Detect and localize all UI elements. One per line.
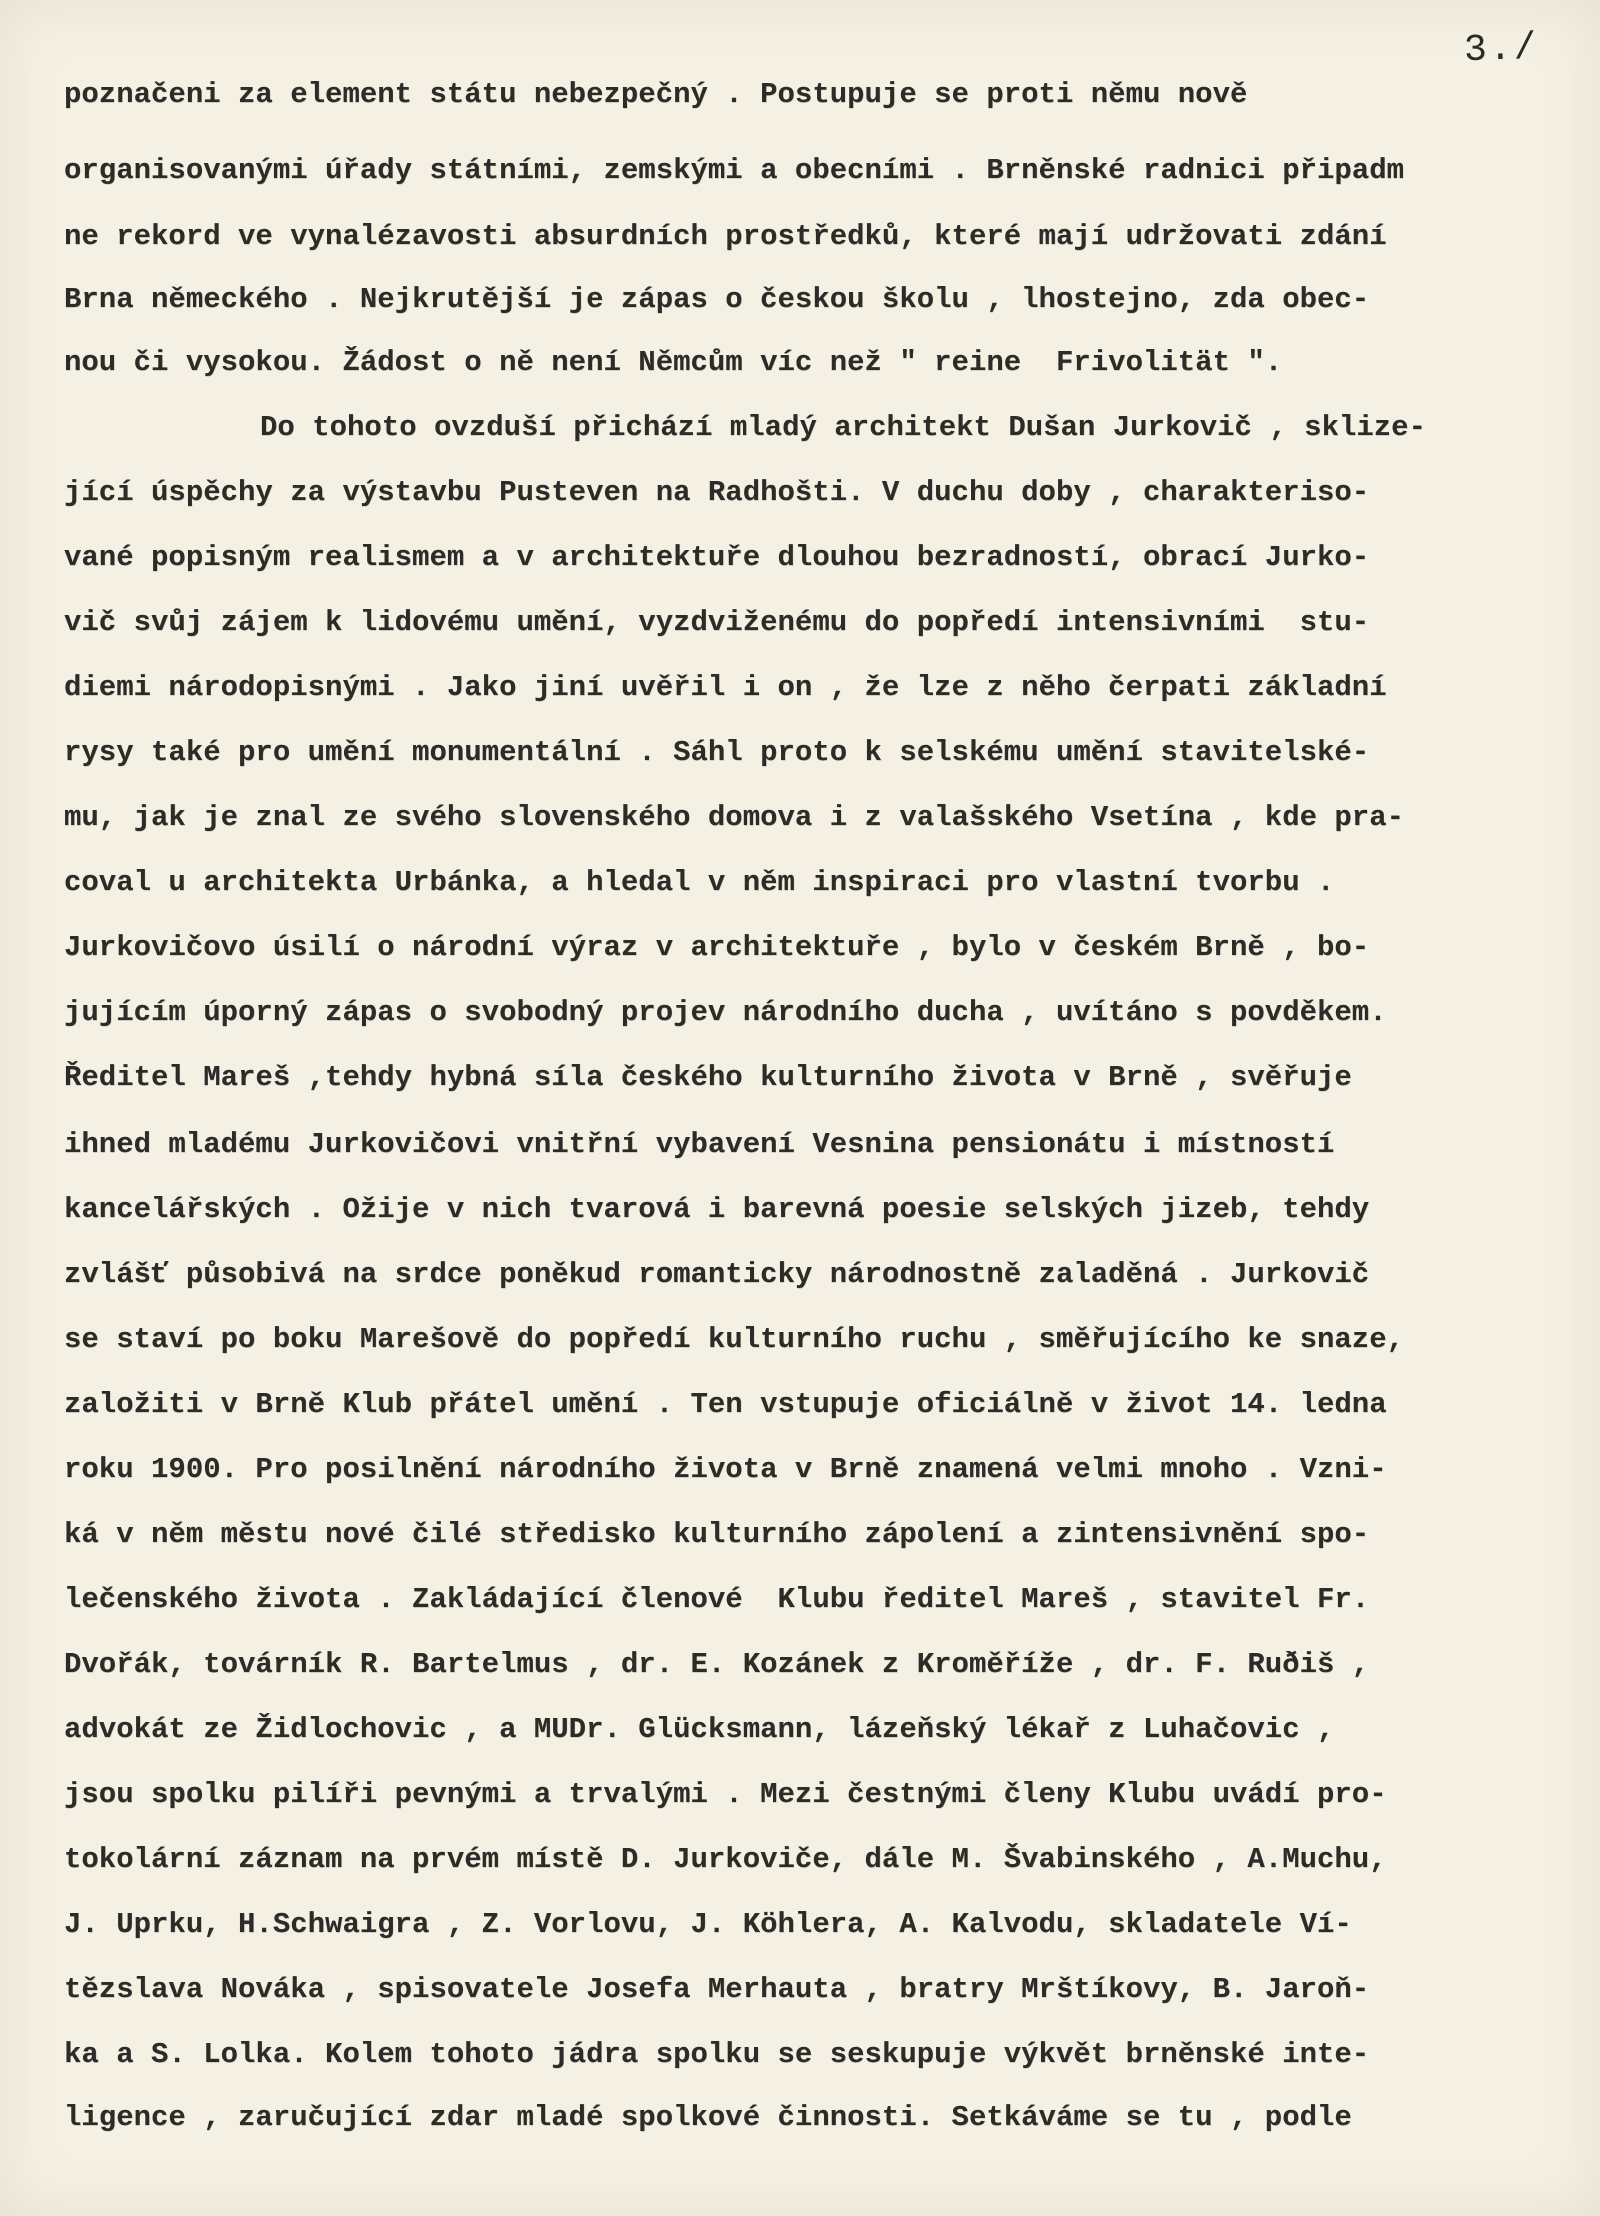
text-line: tězslava Nováka , spisovatele Josefa Merhauta , bratry Mrštíkovy, B. Jaroň- [64,1973,1370,2006]
text-line: jící úspěchy za výstavbu Pusteven na Radhošti. V duchu doby , charakteriso- [64,476,1370,509]
text-line: roku 1900. Pro posilnění národního života v Brně znamená velmi mnoho . Vzni- [64,1453,1387,1486]
text-line: Brna německého . Nejkrutější je zápas o českou školu , lhostejno, zda obec- [64,283,1370,316]
text-line: ligence , zaručující zdar mladé spolkové činnosti. Setkáváme se tu , podle [64,2101,1352,2134]
text-line: ká v něm městu nové čilé středisko kulturního zápolení a zintensivnění spo- [64,1518,1370,1551]
page-number: 3./ [1463,26,1540,73]
text-line: ka a S. Lolka. Kolem tohoto jádra spolku se seskupuje výkvět brněnské inte- [64,2038,1370,2071]
text-line: kancelářských . Ožije v nich tvarová i barevná poesie selských jizeb, tehdy [64,1193,1370,1226]
text-line: Do tohoto ovzduší přichází mladý architekt Dušan Jurkovič , sklize- [260,411,1426,444]
text-line: ne rekord ve vynalézavosti absurdních prostředků, které mají udržovati zdání [64,220,1387,253]
text-line: založiti v Brně Klub přátel umění . Ten vstupuje oficiálně v život 14. ledna [64,1388,1387,1421]
text-line: coval u architekta Urbánka, a hledal v něm inspiraci pro vlastní tvorbu . [64,866,1335,899]
text-line: diemi národopisnými . Jako jiní uvěřil i on , že lze z něho čerpati základní [64,671,1387,704]
text-line: Jurkovičovo úsilí o národní výraz v architektuře , bylo v českém Brně , bo- [64,931,1370,964]
text-line: Ředitel Mareš ,tehdy hybná síla českého kulturního života v Brně , svěřuje [64,1061,1352,1094]
text-line: ihned mladému Jurkovičovi vnitřní vybavení Vesnina pensionátu i místností [64,1128,1335,1161]
text-line: jujícím úporný zápas o svobodný projev národního ducha , uvítáno s povděkem. [64,996,1387,1029]
text-line: vané popisným realismem a v architektuře dlouhou bezradností, obrací Jurko- [64,541,1370,574]
text-line: se staví po boku Marešově do popředí kulturního ruchu , směřujícího ke snaze, [64,1323,1405,1356]
text-line: jsou spolku pilíři pevnými a trvalými . Mezi čestnými členy Klubu uvádí pro- [64,1778,1387,1811]
text-line: vič svůj zájem k lidovému umění, vyzdviženému do popředí intensivními stu- [64,606,1370,639]
text-line: tokolární záznam na prvém místě D. Jurkoviče, dále M. Švabinského , A.Muchu, [64,1843,1387,1876]
text-line: lečenského života . Zakládající členové Klubu ředitel Mareš , stavitel Fr. [64,1583,1370,1616]
text-line: zvlášť působivá na srdce poněkud romanticky národnostně zaladěná . Jurkovič [64,1258,1370,1291]
text-line: organisovanými úřady státními, zemskými a obecními . Brněnské radnici připadm [64,154,1405,187]
text-line: poznačeni za element státu nebezpečný . Postupuje se proti němu nově [64,78,1248,111]
text-line: rysy také pro umění monumentální . Sáhl proto k selskému umění stavitelské- [64,736,1370,769]
text-line: mu, jak je znal ze svého slovenského domova i z valašského Vsetína , kde pra- [64,801,1405,834]
text-line: Dvořák, továrník R. Bartelmus , dr. E. Kozánek z Kroměříže , dr. F. Ruðiš , [64,1648,1370,1681]
text-line: J. Uprku, H.Schwaigra , Z. Vorlovu, J. Köhlera, A. Kalvodu, skladatele Ví- [64,1908,1352,1941]
text-line: advokát ze Židlochovic , a MUDr. Glücksmann, lázeňský lékař z Luhačovic , [64,1713,1335,1746]
text-line: nou či vysokou. Žádost o ně není Němcům víc než " reine Frivolität ". [64,346,1283,379]
